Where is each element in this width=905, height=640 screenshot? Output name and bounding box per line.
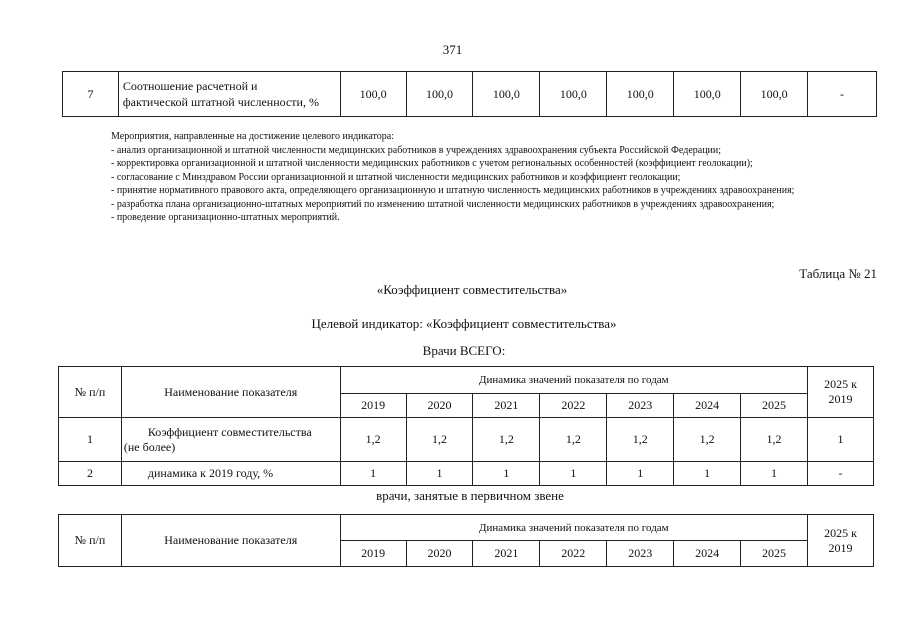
value-cell: 1,2	[540, 418, 607, 462]
row-name	[118, 72, 340, 117]
year-cell: 2019	[340, 541, 406, 567]
header-name: Наименование показателя	[121, 367, 340, 418]
value-cell: 1	[540, 462, 607, 486]
header-last-line1: 2025 к	[824, 525, 857, 540]
year-cell: 2024	[674, 541, 741, 567]
row-name-line1: Коэффициент совместительства	[147, 424, 312, 439]
measure-item: - принятие нормативного правового акта, определяющего организационную и штатную численность медицинских работников в учреждениях здравоохранения;	[111, 185, 795, 196]
value-cell: 1,2	[473, 418, 540, 462]
measure-item: - разработка плана организационно-штатных мероприятий по изменению штатной численности медицинских работников в учреждениях здравоохранения;	[111, 198, 775, 210]
row-name-line1: Соотношение расчетной и	[122, 79, 258, 93]
measures-intro: Мероприятия, направленные на достижение целевого индикатора:	[111, 131, 395, 142]
header-last-line2: 2019	[828, 392, 853, 406]
value-cell: 100,0	[473, 72, 540, 117]
value-cell: 1	[406, 462, 473, 486]
value-cell-last: 1	[807, 418, 873, 462]
row-number: 7	[63, 72, 119, 117]
year-cell: 2023	[607, 394, 674, 418]
row-name: динамика к 2019 году, %	[121, 462, 340, 486]
table2-subtitle: врачи, занятые в первичном звене	[376, 488, 564, 503]
measure-item: - корректировка организационной и штатной численности медицинских работников с учетом региональных особенностей (коэффициент геолокации);	[111, 158, 753, 169]
header-last	[807, 515, 873, 567]
header-last-line2: 2019	[828, 540, 853, 555]
indicator-table-primary-care	[58, 514, 874, 567]
year-cell: 2020	[406, 394, 473, 418]
value-cell: 100,0	[340, 72, 406, 117]
table-title: «Коэффициент совместительства»	[376, 282, 568, 297]
year-cell: 2023	[607, 541, 674, 567]
year-cell: 2021	[473, 541, 540, 567]
header-last-line1: 2025 к	[824, 377, 857, 391]
measures-list	[64, 130, 878, 225]
row-number: 2	[59, 462, 122, 486]
measure-item: - проведение организационно-штатных мероприятий.	[111, 212, 340, 223]
year-cell: 2025	[741, 394, 808, 418]
value-cell: 100,0	[607, 72, 674, 117]
value-cell: 1,2	[607, 418, 674, 462]
value-cell: 1	[607, 462, 674, 486]
value-cell: 100,0	[674, 72, 741, 117]
value-cell: 1,2	[674, 418, 741, 462]
year-cell: 2022	[540, 394, 607, 418]
header-num: № п/п	[59, 515, 122, 567]
header-num: № п/п	[59, 367, 122, 418]
row-number: 1	[59, 418, 122, 462]
value-cell: 1,2	[406, 418, 473, 462]
year-cell: 2024	[674, 394, 741, 418]
year-cell: 2020	[406, 541, 473, 567]
header-dynamics: Динамика значений показателя по годам	[340, 515, 807, 541]
table-label: Таблица № 21	[799, 266, 877, 281]
previous-table-last-row	[62, 71, 877, 117]
value-cell: 100,0	[540, 72, 607, 117]
value-cell: 100,0	[406, 72, 473, 117]
year-cell: 2025	[741, 541, 808, 567]
row-name	[121, 418, 340, 462]
year-cell: 2022	[540, 541, 607, 567]
value-cell: 1	[674, 462, 741, 486]
value-cell: 1,2	[741, 418, 808, 462]
value-cell-last: -	[808, 72, 877, 117]
indicator-title: Целевой индикатор: «Коэффициент совместительства»	[311, 316, 617, 331]
value-cell: 1,2	[340, 418, 406, 462]
header-dynamics: Динамика значений показателя по годам	[340, 367, 807, 394]
value-cell: 1	[741, 462, 808, 486]
value-cell: 1	[473, 462, 540, 486]
row-name-line2: фактической штатной численности, %	[122, 95, 319, 109]
year-cell: 2019	[340, 394, 406, 418]
table1-subtitle: Врачи ВСЕГО:	[422, 343, 506, 358]
measure-item: - согласование с Минздравом России организационной и штатной численности медицинских работников и коэффициент геолокации;	[111, 171, 681, 183]
measure-item: - анализ организационной и штатной численности медицинских работников в учреждениях здравоохранения субъекта Российской Федерации;	[111, 144, 722, 156]
year-cell: 2021	[473, 394, 540, 418]
header-name: Наименование показателя	[121, 515, 340, 567]
indicator-table-all-doctors	[58, 366, 874, 486]
value-cell: 100,0	[741, 72, 808, 117]
value-cell-last: -	[807, 462, 873, 486]
row-name-line2: (не более)	[123, 439, 176, 454]
page-number: 371	[442, 42, 463, 57]
value-cell: 1	[340, 462, 406, 486]
header-last	[807, 367, 873, 418]
